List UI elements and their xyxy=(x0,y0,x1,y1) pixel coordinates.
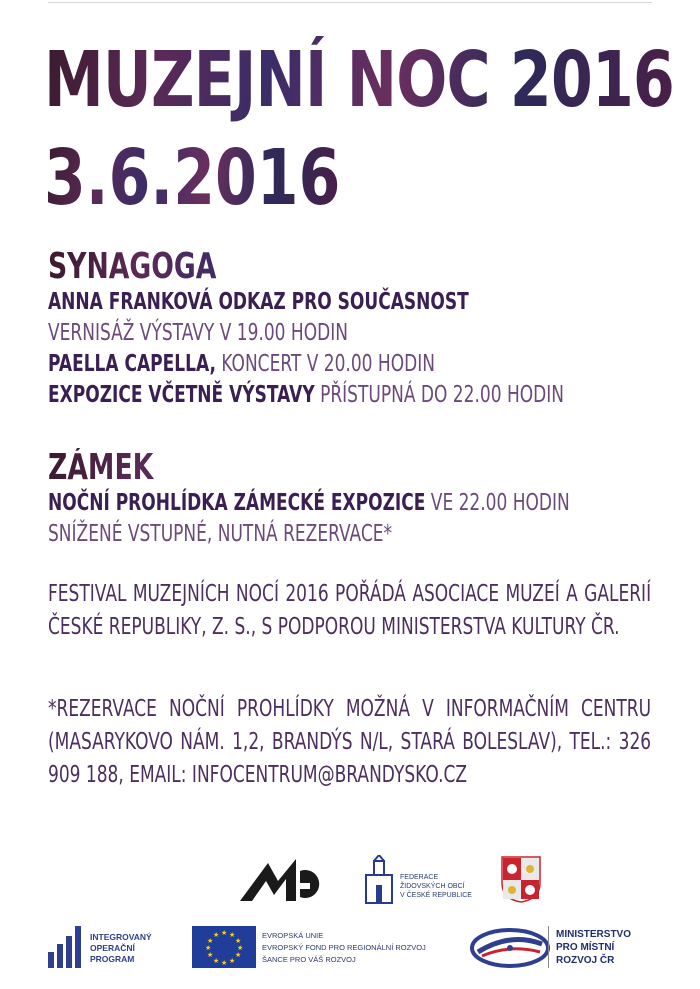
mmr-line2: PRO MÍSTNÍ xyxy=(556,942,615,953)
synagogue-tower-icon xyxy=(362,855,396,905)
eu-flag-icon: ★ ★ ★ ★ ★ ★ ★ ★ ★ ★ ★ ★ xyxy=(192,926,256,968)
mmr-emblem xyxy=(470,926,550,970)
night-tour-time: VE 22.00 HODIN xyxy=(425,490,570,516)
zamek-tour xyxy=(48,488,570,519)
reservation-paragraph: *REZERVACE NOČNÍ PROHLÍDKY MOŽNÁ V INFORMAČNÍM CENTRU (MASARYKOVO NÁM. 1,2, BRANDÝS N/L, STARÁ BOLESLAV), TEL.: 326 909 188, EMAIL: INFOCENTRUM@BRANDYSKO.CZ xyxy=(48,696,652,788)
mmr-text xyxy=(556,928,631,967)
mmr-line1: MINISTERSTVO xyxy=(556,929,632,940)
eu-line3: ŠANCE PRO VÁŠ ROZVOJ xyxy=(262,955,356,964)
mmr-line3: ROZVOJ ČR xyxy=(556,955,615,966)
synagoga-exposition xyxy=(48,380,564,411)
reduced-entry-text: SNÍŽENÉ VSTUPNÉ, NUTNÁ REZERVACE* xyxy=(48,521,393,547)
iop-line3: PROGRAM xyxy=(90,954,135,964)
federace-logo xyxy=(362,855,482,907)
concert-name: PAELLA CAPELLA, xyxy=(48,351,216,377)
iop-text xyxy=(90,932,152,965)
coat-of-arms-logo xyxy=(500,855,542,903)
festival-paragraph: FESTIVAL MUZEJNÍCH NOCÍ 2016 POŘÁDÁ ASOCIACE MUZEÍ A GALERIÍ ČESKÉ REPUBLIKY, Z. S., S PODPOROU MINISTERSTVA KULTURY ČR. xyxy=(48,581,652,640)
synagoga-vernissage xyxy=(48,318,564,349)
coat-of-arms-icon xyxy=(500,855,542,903)
zamek-note xyxy=(48,519,570,550)
concert-time: KONCERT V 20.00 HODIN xyxy=(215,351,435,377)
iop-bars-icon xyxy=(48,926,84,968)
synagoga-section xyxy=(48,247,564,411)
synagoga-concert xyxy=(48,349,564,380)
federace-line3: V ČESKÉ REPUBLICE xyxy=(400,892,472,899)
night-tour-name: NOČNÍ PROHLÍDKA ZÁMECKÉ EXPOZICE xyxy=(48,490,426,516)
vernissage-text: VERNISÁŽ VÝSTAVY V 19.00 HODIN xyxy=(48,320,348,346)
iop-line1: INTEGROVANÝ xyxy=(90,932,152,942)
eu-line1: EVROPSKÁ UNIE xyxy=(262,931,324,940)
top-rule xyxy=(48,2,652,3)
mmr-divider xyxy=(548,926,549,968)
synagoga-exhibition-title xyxy=(48,287,564,318)
federace-line1: FEDERACE xyxy=(400,874,439,881)
mmr-swirl-icon xyxy=(470,926,550,970)
eu-text xyxy=(262,930,426,966)
festival-ring-text xyxy=(160,912,173,913)
poster-title: MUZEJNÍ NOC 2016 xyxy=(44,36,674,125)
federace-line2: ŽIDOVSKÝCH OBCÍ xyxy=(400,883,465,890)
federace-text xyxy=(400,873,472,900)
mg-mark-icon xyxy=(238,855,330,905)
zamek-heading: ZÁMEK xyxy=(48,448,570,488)
synagoga-heading: SYNAGOGA xyxy=(48,247,564,287)
iop-logo xyxy=(48,926,178,970)
mg-logo xyxy=(238,855,330,905)
exposition-time: PŘÍSTUPNÁ DO 22.00 HODIN xyxy=(314,382,564,408)
eu-line2: EVROPSKÝ FOND PRO REGIONÁLNÍ ROZVOJ xyxy=(262,943,426,952)
exposition-name: EXPOZICE VČETNĚ VÝSTAVY xyxy=(48,382,315,408)
event-date: 3.6.2016 xyxy=(44,134,341,223)
zamek-section xyxy=(48,448,570,550)
iop-line2: OPERAČNÍ xyxy=(90,943,135,953)
festival-ring-logo xyxy=(160,852,216,908)
exhibition-title-text: ANNA FRANKOVÁ ODKAZ PRO SOUČASNOST xyxy=(48,289,469,315)
crescent-icon xyxy=(160,852,216,908)
